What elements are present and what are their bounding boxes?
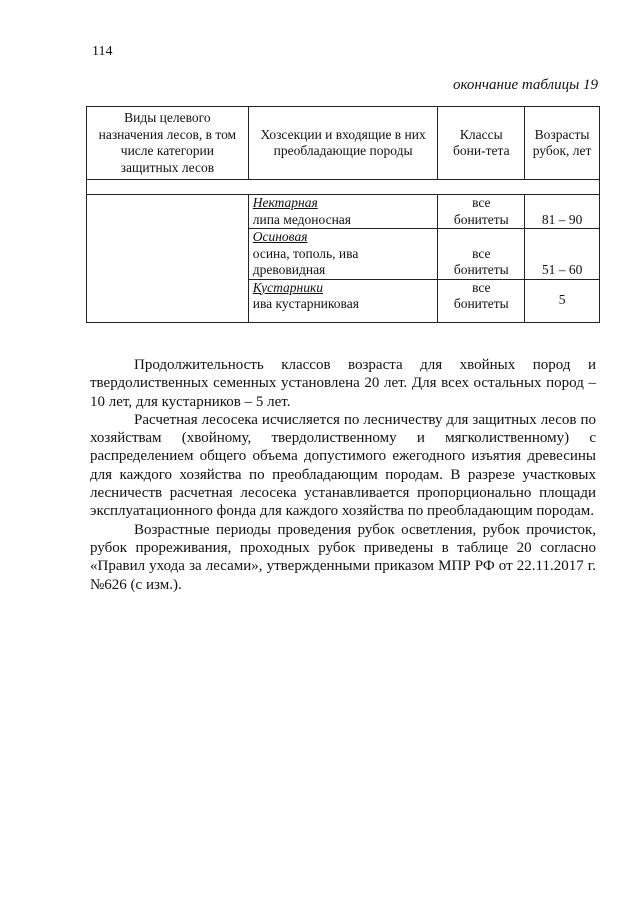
table-spacer-row (87, 180, 600, 195)
purpose-cell (87, 195, 249, 323)
header-ages: Возрасты рубок, лет (525, 107, 600, 180)
paragraph: Возрастные периоды проведения рубок осветления, рубок прочисток, рубок прореживания, проходных рубок приведены в таблице 20 согласно «Правил ухода за лесами», утвержденными приказом МПР РФ от 22.11.2017 г. №626 (с изм.). (90, 521, 596, 593)
header-purpose: Виды целевого назначения лесов, в том числе категории защитных лесов (87, 107, 249, 180)
section-group-name: Кустарники (252, 279, 324, 295)
class-line: все (472, 245, 491, 261)
class-line: все (472, 195, 491, 210)
body-text (90, 356, 596, 594)
section-species: ива кустарниковая (252, 296, 359, 311)
age-cell: 51 – 60 (525, 229, 600, 280)
class-cell (438, 279, 525, 322)
paragraph: Расчетная лесосека исчисляется по лесничеству для защитных лесов по хозяйствам (хвойному, твердолиственному и мягколиственному) с распределением общего объема допустимого ежегодного изъятия древесины для каждого хозяйства по преобладающим породам. В разрезе участковых лесничеств расчетная лесосека устанавливается пропорционально площади эксплуатационного фонда для каждого хозяйства по преобладающим породам. (90, 411, 596, 520)
section-cell (248, 229, 438, 280)
age-cell: 5 (525, 279, 600, 322)
class-line: бонитеты (453, 296, 509, 311)
section-species: липа медоносная (252, 211, 351, 227)
class-line: бонитеты (453, 211, 509, 227)
section-cell (248, 195, 438, 229)
class-cell (438, 195, 525, 229)
page-number: 114 (92, 44, 113, 59)
header-sections: Хозсекции и входящие в них преобладающие породы (248, 107, 438, 180)
section-group-name: Нектарная (252, 195, 318, 210)
class-cell (438, 229, 525, 280)
forest-table (86, 106, 600, 323)
section-species: осина, тополь, ива (252, 245, 359, 261)
section-species: древовидная (252, 262, 326, 277)
table-continuation-caption: окончание таблицы 19 (452, 77, 598, 93)
table-header-row (87, 107, 600, 180)
table-row (87, 195, 600, 229)
class-line: бонитеты (453, 262, 509, 277)
section-cell (248, 279, 438, 322)
section-group-name: Осиновая (252, 229, 308, 244)
paragraph: Продолжительность классов возраста для хвойных пород и твердолиственных семенных установлена 20 лет. Для всех остальных пород – 10 лет, для кустарников – 5 лет. (90, 357, 596, 410)
header-classes: Классы бони-тета (438, 107, 525, 180)
age-cell: 81 – 90 (525, 195, 600, 229)
class-line: все (472, 279, 491, 295)
